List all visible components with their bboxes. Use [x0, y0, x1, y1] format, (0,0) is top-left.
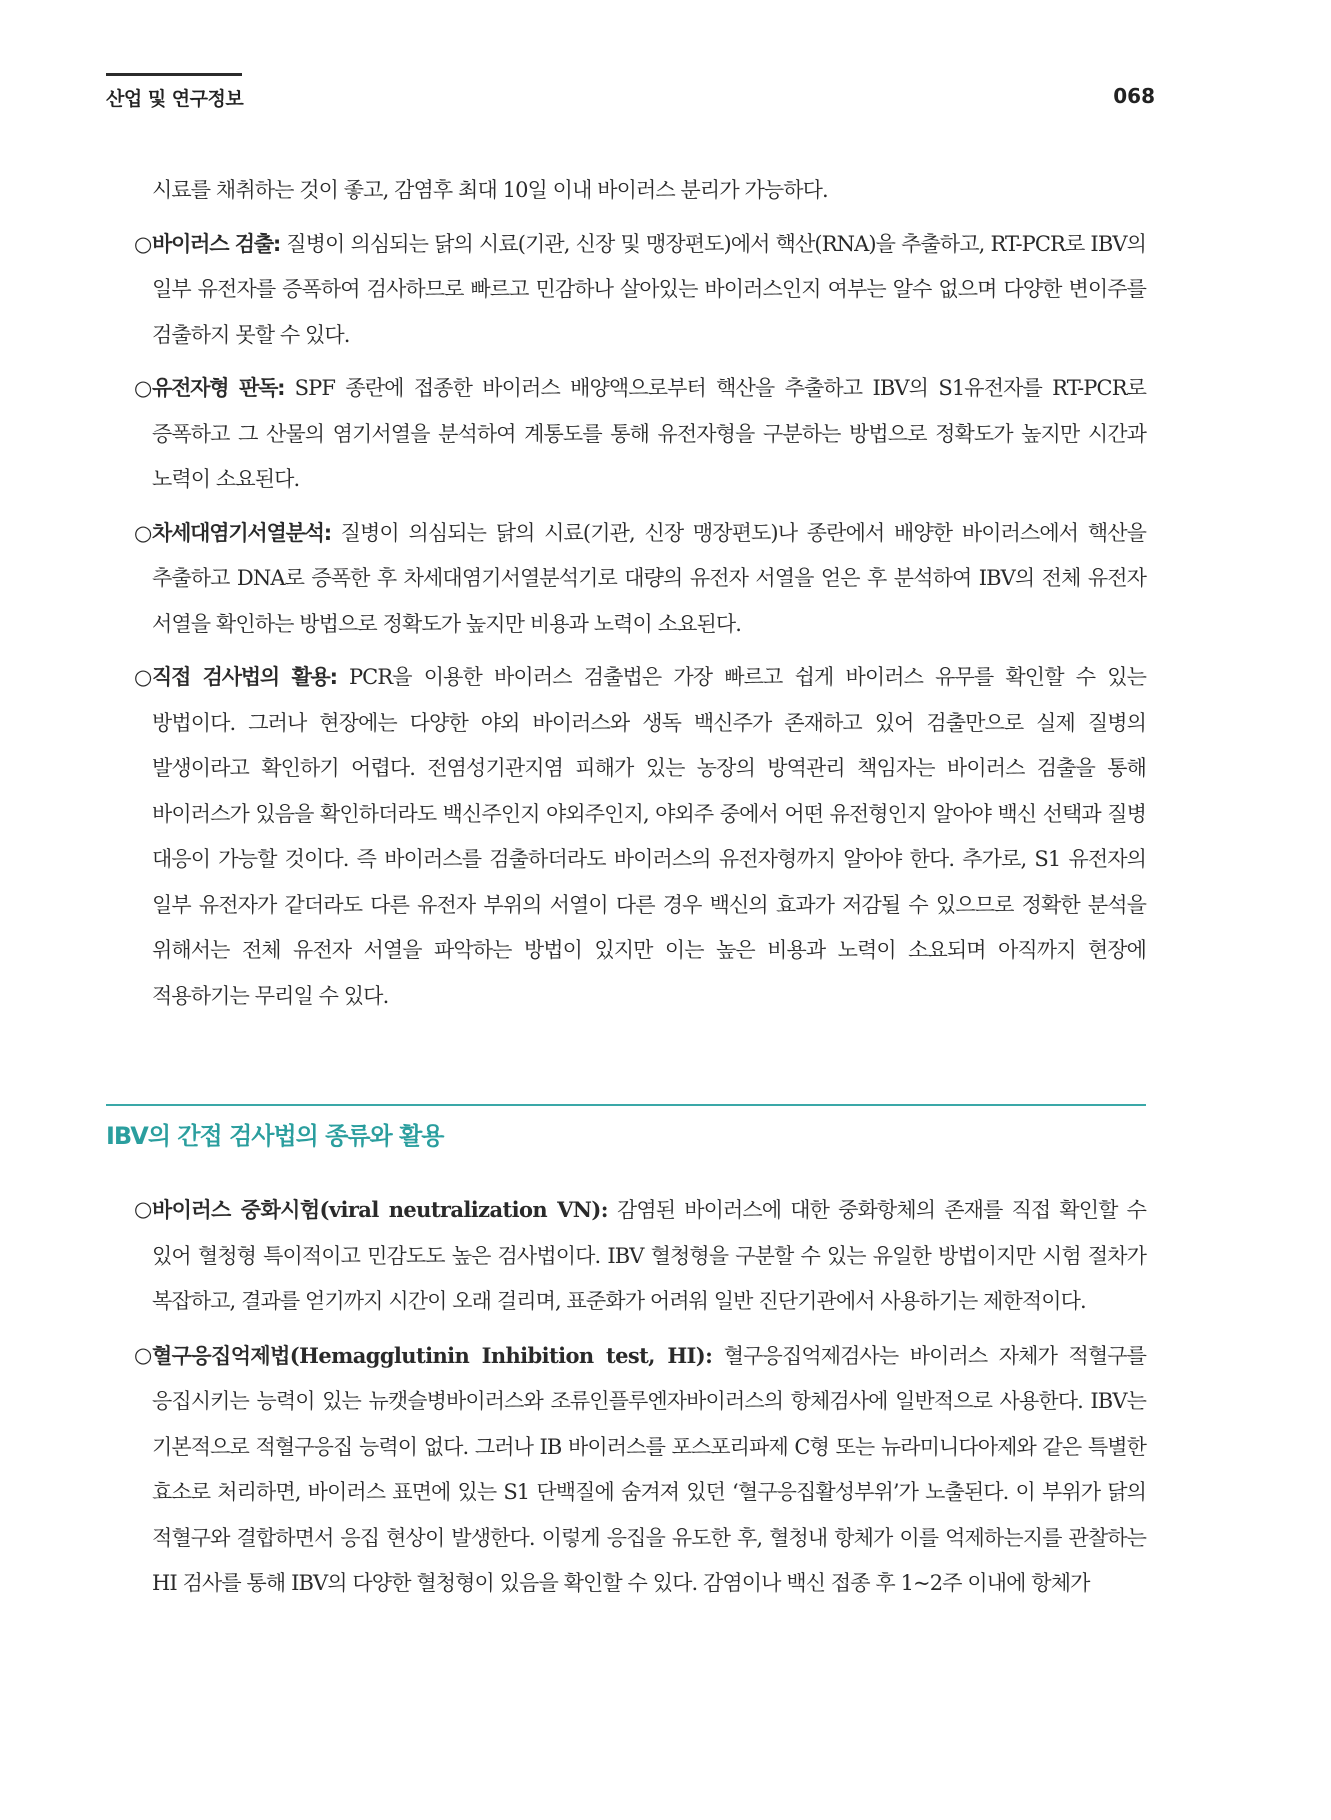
list-item — [134, 222, 1146, 359]
bullet-circle-icon: ○ — [134, 1342, 152, 1367]
section-heading: IBV의 간접 검사법의 종류와 활용 — [106, 1122, 444, 1150]
bullet-circle-icon: ○ — [134, 520, 152, 545]
section-body — [134, 1187, 1146, 1607]
indirect-methods-section — [106, 1104, 1146, 1607]
item-term: 바이러스 검출: — [152, 231, 281, 256]
header-rule — [106, 73, 242, 76]
item-text: 질병이 의심되는 닭의 시료(기관, 신장 및 맹장편도)에서 핵산(RNA)을 추출하고, RT-PCR로 IBV의 일부 유전자를 증폭하여 검사하므로 빠르고 민감하나 살아있는 바이러스인지 여부는 알수 없으며 다양한 변이주를 검출하지 못할 수 있다. — [152, 231, 1146, 347]
item-term: 혈구응집억제법(Hemagglutinin Inhibition test, HI): — [152, 1342, 713, 1368]
item-text: 질병이 의심되는 닭의 시료(기관, 신장 맹장편도)나 종란에서 배양한 바이러스에서 핵산을 추출하고 DNA로 증폭한 후 차세대염기서열분석기로 대량의 유전자 서열을 얻은 후 분석하여 IBV의 전체 유전자 서열을 확인하는 방법으로 정확도가 높지만 비용과 노력이 소요된다. — [152, 520, 1146, 636]
page-number: 068 — [1113, 84, 1155, 108]
item-text: 혈구응집억제검사는 바이러스 자체가 적혈구를 응집시키는 능력이 있는 뉴캣슬병바이러스와 조류인플루엔자바이러스의 항체검사에 일반적으로 사용한다. IBV는 기본적으로 적혈구응집 능력이 없다. 그러나 IB 바이러스를 포스포리파제 C형 또는 뉴라미니다아제와 같은 특별한 효소로 처리하면, 바이러스 표면에 있는 S1 단백질에 숨겨져 있던 ‘혈구응집활성부위’가 노출된다. 이 부위가 닭의 적혈구와 결합하면서 응집 현상이 발생한다. 이렇게 응집을 유도한 후, 혈청내 항체가 이를 억제하는지를 관찰하는 HI 검사를 통해 IBV의 다양한 혈청형이 있음을 확인할 수 있다. 감염이나 백신 접종 후 1~2주 이내에 항체가 — [152, 1343, 1146, 1595]
item-term: 바이러스 중화시험(viral neutralization VN): — [152, 1197, 608, 1222]
paragraph-continuation: 시료를 채취하는 것이 좋고, 감염후 최대 10일 이내 바이러스 분리가 가능하다. — [152, 178, 828, 202]
bullet-circle-icon: ○ — [134, 231, 152, 256]
item-term: 차세대염기서열분석: — [152, 520, 331, 545]
section-label: 산업 및 연구정보 — [106, 88, 244, 110]
list-item — [134, 655, 1146, 1019]
list-item — [134, 1187, 1146, 1325]
body-text — [134, 168, 1146, 1019]
item-text: 감염된 바이러스에 대한 중화항체의 존재를 직접 확인할 수 있어 혈청형 특이적이고 민감도도 높은 검사법이다. IBV 혈청형을 구분할 수 있는 유일한 방법이지만 시험 절차가 복잡하고, 결과를 얻기까지 시간이 오래 걸리며, 표준화가 어려워 일반 진단기관에서 사용하기는 제한적이다. — [152, 1198, 1146, 1313]
list-item — [134, 511, 1146, 648]
bullet-circle-icon: ○ — [134, 376, 152, 400]
item-text: SPF 종란에 접종한 바이러스 배양액으로부터 핵산을 추출하고 IBV의 S1유전자를 RT-PCR로 증폭하고 그 산물의 염기서열을 분석하여 계통도를 통해 유전자형을 구분하는 방법으로 정확도가 높지만 시간과 노력이 소요된다. — [152, 376, 1146, 491]
item-text: PCR을 이용한 바이러스 검출법은 가장 빠르고 쉽게 바이러스 유무를 확인할 수 있는 방법이다. 그러나 현장에는 다양한 야외 바이러스와 생독 백신주가 존재하고 있어 검출만으로 실제 질병의 발생이라고 확인하기 어렵다. 전염성기관지염 피해가 있는 농장의 방역관리 책임자는 바이러스 검출을 통해 바이러스가 있음을 확인하더라도 백신주인지 야외주인지, 야외주 중에서 어떤 유전형인지 알아야 백신 선택과 질병 대응이 가능할 것이다. 즉 바이러스를 검출하더라도 바이러스의 유전자형까지 알아야 한다. 추가로, S1 유전자의 일부 유전자가 같더라도 다른 유전자 부위의 서열이 다른 경우 백신의 효과가 저감될 수 있으므로 정확한 분석을 위해서는 전체 유전자 서열을 파악하는 방법이 있지만 이는 높은 비용과 노력이 소요되며 아직까지 현장에 적용하기는 무리일 수 있다. — [152, 665, 1146, 1008]
item-term: 직접 검사법의 활용: — [152, 665, 337, 689]
list-item — [134, 1333, 1146, 1607]
section-rule — [106, 1104, 1146, 1106]
bullet-circle-icon: ○ — [134, 1197, 152, 1221]
bullet-circle-icon: ○ — [134, 665, 152, 689]
list-item — [134, 366, 1146, 503]
item-term: 유전자형 판독: — [152, 376, 285, 400]
